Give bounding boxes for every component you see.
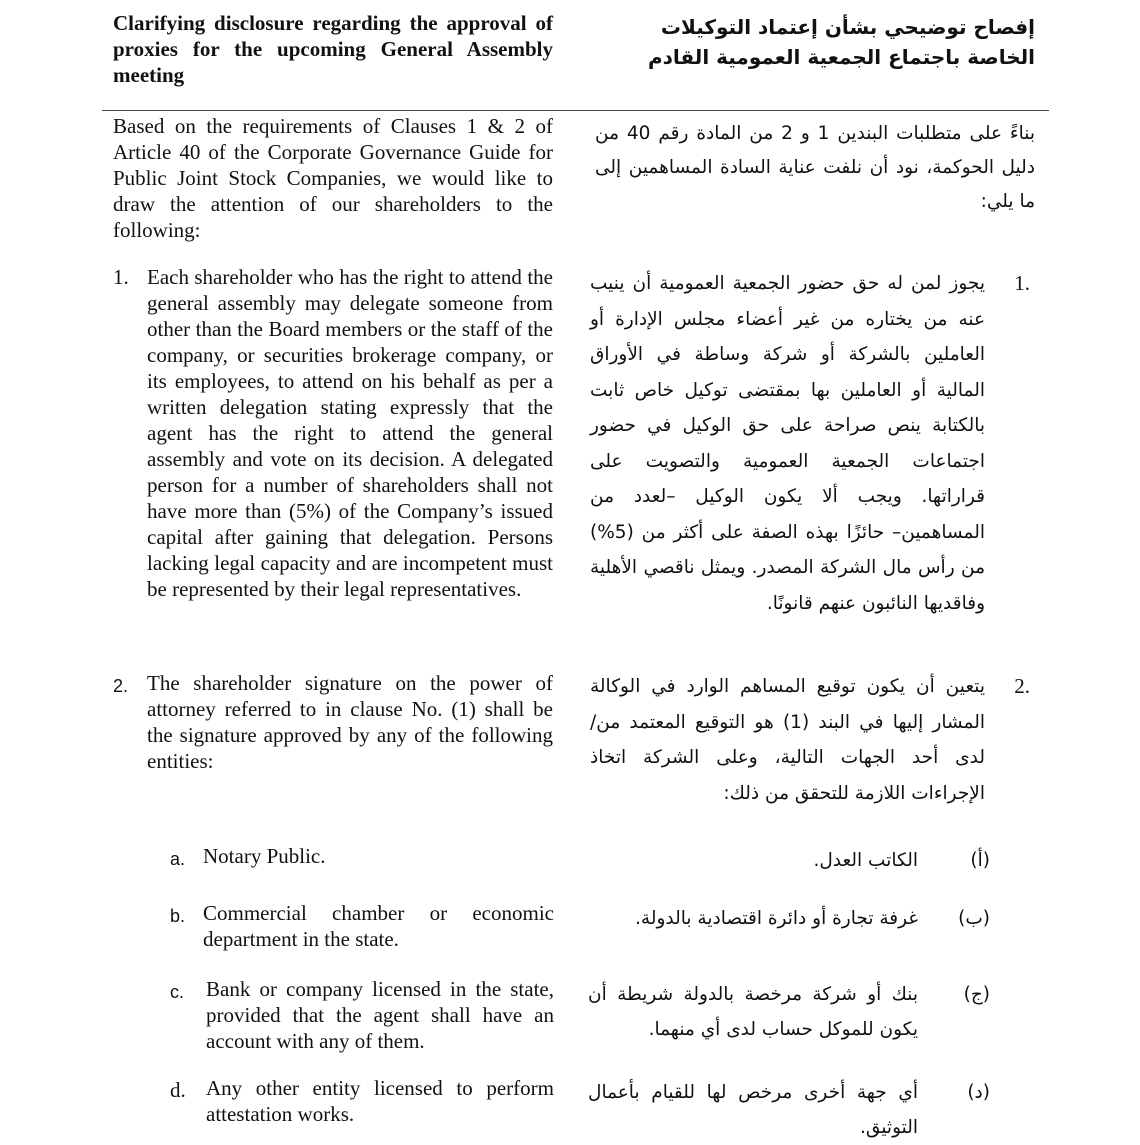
arabic-item-text: يجوز لمن له حق حضور الجمعية العمومية أن ينيب عنه من يختاره من غير أعضاء مجلس الإدارة أو العاملين بالشركة أو شركة وساطة في الأوراق المالية أو العاملين بها بمقتضى توكيل خاص ثابت بالكتابة ينص صراحة على حق الوكيل في حضور اجتماعات الجمعية العمومية والتصويت على قراراتها. ويجب ألا يكون الوكيل –لعدد من المساهمين– حائزًا بهذه الصفة على أكثر من (5%) من رأس مال الشركة المصدر. ويمثل ناقصي الأهلية وفاقديها النائبون عنهم قانونًا. bbox=[590, 273, 985, 614]
english-subitem-a bbox=[170, 843, 554, 869]
arabic-subitem-text: أي جهة أخرى مرخص لها للقيام بأعمال التوثيق. bbox=[588, 1082, 918, 1138]
arabic-subitem-d bbox=[588, 1075, 990, 1145]
english-subitem-d bbox=[170, 1075, 554, 1127]
arabic-subitem-text: الكاتب العدل. bbox=[813, 850, 918, 871]
english-title: Clarifying disclosure regarding the approval of proxies for the upcoming General Assembly meeting bbox=[113, 11, 553, 87]
arabic-subitem-letter: (ب) bbox=[958, 908, 990, 929]
english-subitem-letter: a. bbox=[170, 849, 186, 869]
english-intro: Based on the requirements of Clauses 1 & 2 of Article 40 of the Corporate Governance Guide for Public Joint Stock Companies, we would like to draw the attention of our shareholders to the following: bbox=[113, 114, 553, 242]
english-item-2 bbox=[113, 670, 553, 774]
title-divider bbox=[102, 110, 1049, 111]
arabic-item-text: يتعين أن يكون توقيع المساهم الوارد في الوكالة المشار إليها في البند (1) هو التوقيع المعتمد من/لدى أحد الجهات التالية، وعلى الشركة اتخاذ الإجراءات اللازمة للتحقق من ذلك: bbox=[590, 676, 985, 804]
arabic-subitem-b bbox=[588, 901, 990, 936]
english-subitem-text: Bank or company licensed in the state, provided that the agent shall have an account with any of them. bbox=[206, 977, 554, 1053]
arabic-subitem-letter: (د) bbox=[967, 1082, 990, 1103]
arabic-subitem-text: غرفة تجارة أو دائرة اقتصادية بالدولة. bbox=[635, 908, 918, 929]
english-item-number: 1. bbox=[113, 265, 129, 289]
arabic-title: إفصاح توضيحي بشأن إعتماد التوكيلات الخاصة باجتماع الجمعية العمومية القادم bbox=[647, 15, 1035, 69]
english-subitem-c bbox=[170, 976, 554, 1054]
english-subitem-text: Notary Public. bbox=[203, 844, 326, 868]
arabic-subitem-text: بنك أو شركة مرخصة بالدولة شريطة أن يكون للموكل حساب لدى أي منهما. bbox=[588, 984, 918, 1040]
arabic-subitem-a bbox=[588, 843, 990, 878]
arabic-subitem-c bbox=[588, 977, 990, 1047]
arabic-subitem-letter: (أ) bbox=[970, 850, 990, 871]
english-subitem-text: Any other entity licensed to perform attestation works. bbox=[206, 1076, 554, 1126]
english-item-text: The shareholder signature on the power of attorney referred to in clause No. (1) shall be the signature approved by any of the following entities: bbox=[147, 671, 553, 773]
english-subitem-letter: b. bbox=[170, 906, 186, 926]
arabic-subitem-letter: (ج) bbox=[963, 984, 990, 1005]
arabic-intro: بناءً على متطلبات البندين 1 و 2 من المادة رقم 40 من دليل الحوكمة، نود أن نلفت عناية السادة المساهمين إلى ما يلي: bbox=[595, 123, 1035, 212]
english-item-1 bbox=[113, 264, 553, 602]
arabic-item-2 bbox=[590, 669, 1030, 811]
english-item-number: 2. bbox=[113, 676, 129, 696]
english-subitem-letter: d. bbox=[170, 1078, 186, 1102]
arabic-item-1 bbox=[590, 266, 1030, 621]
english-subitem-text: Commercial chamber or economic department in the state. bbox=[203, 901, 554, 951]
english-item-text: Each shareholder who has the right to attend the general assembly may delegate someone from other than the Board members or the staff of the company, or securities brokerage company, or its employees, to attend on his behalf as per a written delegation stating expressly that the agent has the right to attend the general assembly and vote on its decision. A delegated person for a number of shareholders shall not have more than (5%) of the Company’s issued capital after gaining that delegation. Persons lacking legal capacity and are incompetent must be represented by their legal representatives. bbox=[147, 265, 553, 601]
english-subitem-b bbox=[170, 900, 554, 952]
arabic-item-number: .2 bbox=[1014, 674, 1030, 698]
arabic-item-number: .1 bbox=[1014, 271, 1030, 295]
english-subitem-letter: c. bbox=[170, 982, 185, 1002]
